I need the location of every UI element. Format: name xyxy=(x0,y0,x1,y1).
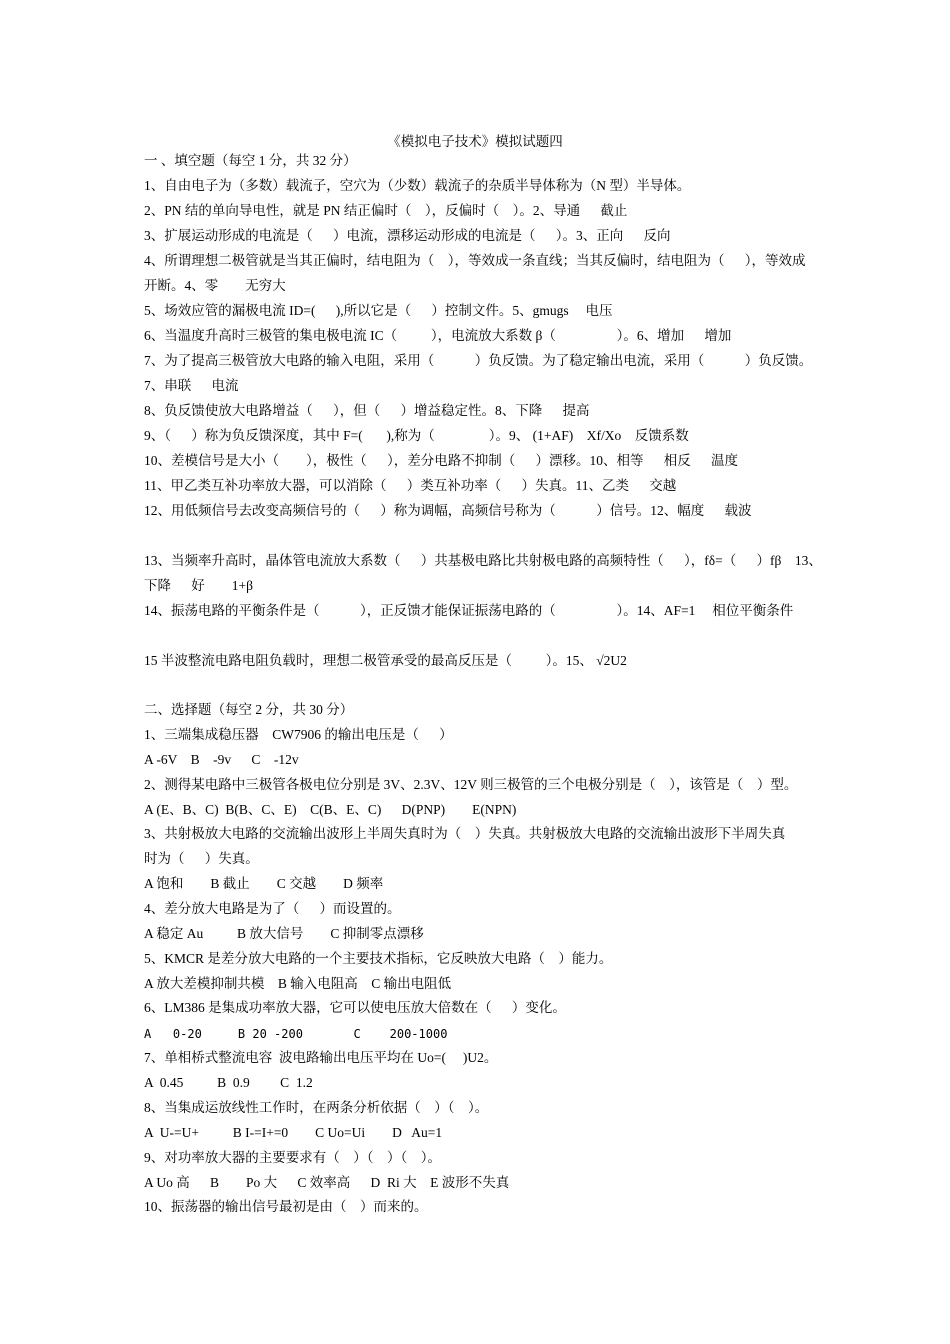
section-1-heading: 一 、填空题（每空 1 分，共 32 分） xyxy=(144,153,357,168)
options-line: A Uo 高 B Po 大 C 效率高 D Ri 大 E 波形不失真 xyxy=(144,1175,510,1190)
question-line: 6、LM386 是集成功率放大器，它可以使电压放大倍数在（ ）变化。 xyxy=(144,1000,566,1015)
question-line: 1、自由电子为（多数）载流子，空穴为（少数）载流子的杂质半导体称为（N 型）半导体。 xyxy=(144,178,691,193)
question-line: 下降 好 1+β xyxy=(144,578,253,593)
question-line: 3、扩展运动形成的电流是（ ）电流，漂移运动形成的电流是（ ）。3、正向 反向 xyxy=(144,228,671,243)
question-line: 9、对功率放大器的主要要求有（ ）（ ）（ ）。 xyxy=(144,1150,441,1165)
section-2-heading: 二、选择题（每空 2 分，共 30 分） xyxy=(144,702,354,717)
question-line: 10、振荡器的输出信号最初是由（ ）而来的。 xyxy=(144,1199,428,1214)
question-line: 13、当频率升高时，晶体管电流放大系数（ ）共基极电路比共射极电路的高频特性（ ），fδ=（ ）fβ 13、 xyxy=(144,553,822,568)
options-line: A (E、B、C) B(B、C、E) C(B、E、C) D(PNP) E(NPN) xyxy=(144,802,517,817)
options-line: A -6V B -9v C -12v xyxy=(144,752,299,767)
options-line: A 稳定 Au B 放大信号 C 抑制零点漂移 xyxy=(144,926,424,941)
question-line: 7、串联 电流 xyxy=(144,378,239,393)
question-line: 12、用低频信号去改变高频信号的（ ）称为调幅，高频信号称为（ ）信号。12、幅度 载波 xyxy=(144,503,752,518)
question-line: 14、振荡电路的平衡条件是（ ），正反馈才能保证振荡电路的（ ）。14、AF=1 相位平衡条件 xyxy=(144,603,794,618)
question-line: 6、当温度升高时三极管的集电极电流 IC（ ），电流放大系数 β（ ）。6、增加 增加 xyxy=(144,328,732,343)
question-line: 11、甲乙类互补功率放大器，可以消除（ ）类互补功率（ ）失真。11、乙类 交越 xyxy=(144,478,677,493)
question-line: 开断。4、零 无穷大 xyxy=(144,278,286,293)
page-title: 《模拟电子技术》模拟试题四 xyxy=(387,134,563,149)
question-line: 7、为了提高三极管放大电路的输入电阻，采用（ ）负反馈。为了稳定输出电流，采用（ ）负反馈。 xyxy=(144,353,813,368)
question-line: 3、共射极放大电路的交流输出波形上半周失真时为（ ）失真。共射极放大电路的交流输出波形下半周失真 xyxy=(144,826,786,841)
question-line: 8、负反馈使放大电路增益（ ），但（ ）增益稳定性。8、下降 提高 xyxy=(144,403,590,418)
options-line: A 放大差模抑制共模 B 输入电阻高 C 输出电阻低 xyxy=(144,976,452,991)
question-line: 4、所谓理想二极管就是当其正偏时，结电阻为（ ），等效成一条直线；当其反偏时，结电阻为（ ），等效成 xyxy=(144,253,806,268)
question-line: 1、三端集成稳压器 CW7906 的输出电压是（ ） xyxy=(144,727,453,742)
question-line: 2、PN 结的单向导电性，就是 PN 结正偏时（ ），反偏时（ ）。2、导通 截止 xyxy=(144,203,628,218)
question-line: 时为（ ）失真。 xyxy=(144,851,259,866)
question-line: 7、单相桥式整流电容 波电路输出电压平均在 Uo=( )U2。 xyxy=(144,1050,498,1065)
question-line: 8、当集成运放线性工作时，在两条分析依据（ ）（ ）。 xyxy=(144,1100,489,1115)
question-line: 5、场效应管的漏极电流 ID=( ),所以它是（ ）控制文件。5、gmugs 电压 xyxy=(144,303,613,318)
question-line: 10、差模信号是大小（ ），极性（ ），差分电路不抑制（ ）漂移。10、相等 相反 温度 xyxy=(144,453,738,468)
options-line: A 0-20 B 20 -200 C 200-1000 xyxy=(144,1027,448,1041)
question-line: 15 半波整流电路电阻负载时，理想二极管承受的最高反压是（ ）。15、 √2U2 xyxy=(144,653,627,668)
question-line: 5、KMCR 是差分放大电路的一个主要技术指标，它反映放大电路（ ）能力。 xyxy=(144,951,613,966)
options-line: A 0.45 B 0.9 C 1.2 xyxy=(144,1075,313,1090)
question-line: 9、（ ）称为负反馈深度，其中 F=( ),称为（ ）。9、 (1+AF) Xf/Xo 反馈系数 xyxy=(144,428,689,443)
question-line: 2、测得某电路中三极管各极电位分别是 3V、2.3V、12V 则三极管的三个电极分别是（ ），该管是（ ）型。 xyxy=(144,777,798,792)
options-line: A U-=U+ B I-=I+=0 C Uo=Ui D Au=1 xyxy=(144,1125,443,1140)
options-line: A 饱和 B 截止 C 交越 D 频率 xyxy=(144,876,384,891)
question-line: 4、差分放大电路是为了（ ）而设置的。 xyxy=(144,901,401,916)
